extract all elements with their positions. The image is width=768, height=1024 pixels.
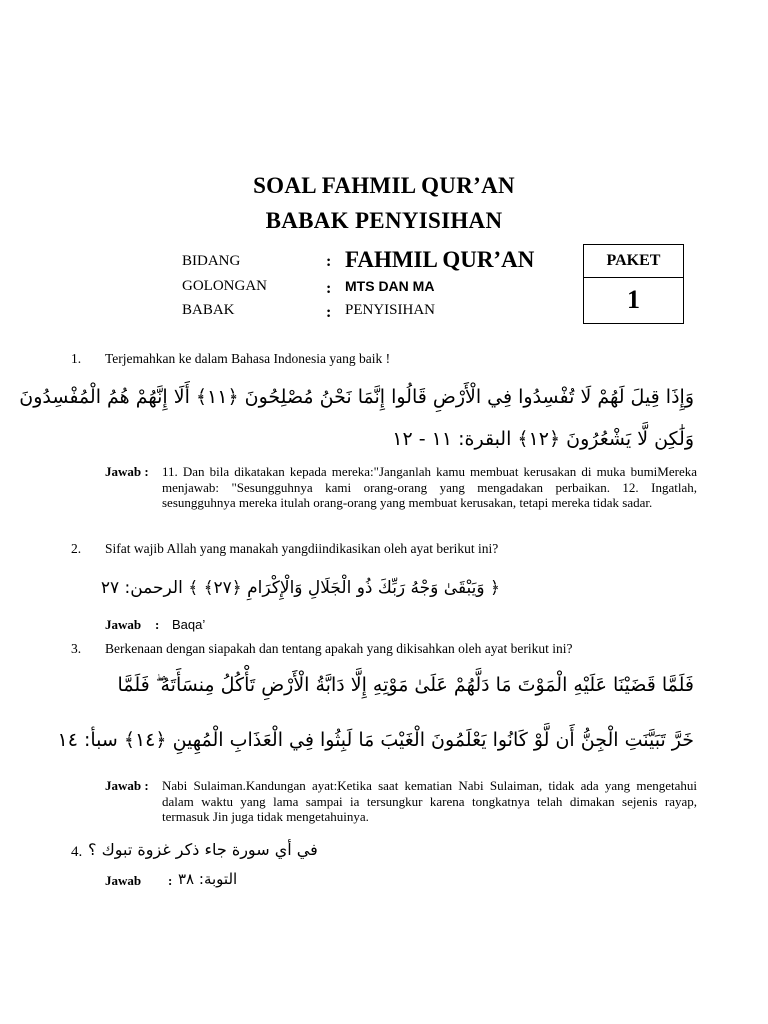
jawab-label: Jawab (105, 873, 142, 888)
bidang-colon: : (326, 253, 332, 270)
document-subtitle: BABAK PENYISIHAN (265, 208, 503, 233)
jawab-text: التوبة: ٣٨ (178, 870, 238, 888)
arabic-verse-line: وَإِذَا قِيلَ لَهُمْ لَا تُفْسِدُوا فِي الْأَرْضِ قَالُوا إِنَّمَا نَحْنُ مُصْلِحُونَ ﴿١١﴾ أَلَا إِنَّهُمْ هُمُ الْمُفْسِدُونَ (19, 386, 694, 408)
jawab-colon: : (155, 617, 160, 632)
question-text: Terjemahkan ke dalam Bahasa Indonesia yang baik ! (105, 351, 391, 366)
arabic-verse-line: وَلَٰكِن لَّا يَشْعُرُونَ ﴿١٢﴾ البقرة: ١١ - ١٢ (392, 428, 694, 450)
babak-value: PENYISIHAN (345, 302, 435, 318)
arabic-verse-line: ﴿ وَيَبْقَىٰ وَجْهُ رَبِّكَ ذُو الْجَلَالِ وَالْإِكْرَامِ ﴿٢٧﴾ ﴾ الرحمن: ٢٧ (100, 578, 500, 598)
paket-label: PAKET (584, 245, 683, 278)
question-number: 2. (71, 541, 82, 556)
babak-label: BABAK (182, 302, 235, 318)
jawab-label: Jawab (105, 617, 142, 632)
arabic-verse-line: خَرَّ تَبَيَّنَتِ الْجِنُّ أَن لَّوْ كَانُوا يَعْلَمُونَ الْغَيْبَ مَا لَبِثُوا فِي الْعَذَابِ الْمُهِينِ ﴿١٤﴾ سبأ: ١٤ (57, 729, 694, 751)
question-number: 1. (71, 351, 82, 366)
jawab-text: Baqa’ (172, 617, 206, 632)
question-number: 3. (71, 641, 82, 656)
jawab-text: Nabi Sulaiman.Kandungan ayat:Ketika saat kematian Nabi Sulaiman, tidak ada yang mengetahui dalam waktu yang lama sampai ia tersungkur karena tongkatnya telah dimakan sejenis rayap, termasuk Jin juga tidak mengetahuinya. (162, 778, 697, 824)
bidang-value: FAHMIL QUR’AN (345, 247, 535, 272)
jawab-text: 11. Dan bila dikatakan kepada mereka:"Janganlah kamu membuat kerusakan di muka bumiMereka menjawab: "Sesungguhnya kami orang-orang yang mengadakan perbaikan. 12. Ingatlah, sesungguhnya mereka itulah orang-orang yang membuat kerusakan, tetapi mereka tidak sadar. (162, 464, 697, 510)
arabic-verse-line: فَلَمَّا قَضَيْنَا عَلَيْهِ الْمَوْتَ مَا دَلَّهُمْ عَلَىٰ مَوْتِهِ إِلَّا دَابَّةُ الْأَرْضِ تَأْكُلُ مِنسَأَتَهُ ۖ فَلَمَّا (117, 674, 694, 696)
document-title: SOAL FAHMIL QUR’AN (253, 173, 515, 198)
paket-number: 1 (627, 285, 640, 314)
babak-colon: : (326, 304, 332, 321)
jawab-label: Jawab : (105, 778, 149, 793)
jawab-label: Jawab : (105, 464, 149, 479)
question-text: Sifat wajib Allah yang manakah yangdiindikasikan oleh ayat berikut ini? (105, 541, 499, 556)
question-text: Berkenaan dengan siapakah dan tentang apakah yang dikisahkan oleh ayat berikut ini? (105, 641, 573, 656)
question-text: في أي سورة جاء ذكر غزوة تبوك ؟ (88, 840, 318, 859)
question-number: 4. (71, 844, 83, 860)
golongan-colon: : (326, 280, 332, 297)
golongan-value: MTS DAN MA (345, 278, 435, 294)
jawab-colon: : (168, 873, 173, 888)
bidang-label: BIDANG (182, 253, 241, 269)
paket-box (583, 244, 684, 324)
golongan-label: GOLONGAN (182, 278, 267, 294)
